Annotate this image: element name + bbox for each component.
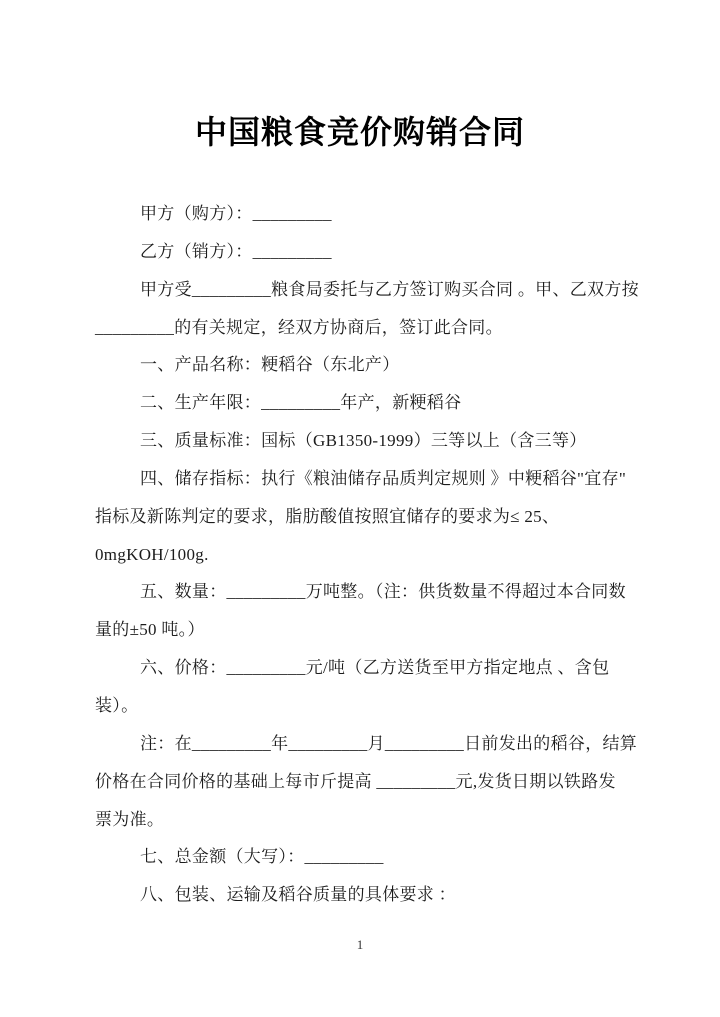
clause-8-packing: 八、包装、运输及稻谷质量的具体要求 ：: [140, 885, 456, 905]
page-title: 中国粮食竞价购销合同: [194, 114, 525, 150]
preamble-line-1: 甲方受_________粮食局委托与乙方签订购买合同 。甲、乙双方按: [140, 279, 639, 299]
party-b-line: 乙方（销方）：_________: [140, 241, 332, 261]
clause-4-storage-3: 0mgKOH/100g.: [95, 544, 209, 564]
clause-4-storage-2: 指标及新陈判定的要求，脂肪酸值按照宜储存的要求为≤ 25、: [95, 506, 560, 526]
clause-3-standard: 三、质量标准：国标（GB1350-1999）三等以上（含三等）: [140, 431, 587, 451]
clause-7-total: 七、总金额（大写）：_________: [140, 847, 384, 867]
price-note-3: 票为准。: [95, 809, 165, 829]
clause-2-year: 二、生产年限：_________年产，新粳稻谷: [140, 393, 462, 413]
clause-6-price-1: 六、价格：_________元/吨（乙方送货至甲方指定地点 、含包: [140, 658, 610, 678]
clause-5-quantity-1: 五、数量：_________万吨整。（注：供货数量不得超过本合同数: [140, 582, 626, 602]
contract-body: [95, 195, 639, 914]
clause-4-storage-1: 四、储存指标：执行《粮油储存品质判定规则 》中粳稻谷"宜存": [140, 468, 627, 488]
preamble-line-2: _________的有关规定，经双方协商后，签订此合同。: [95, 317, 503, 337]
page-number: 1: [356, 937, 364, 952]
clause-6-price-2: 装）。: [95, 695, 139, 715]
clause-5-quantity-2: 量的±50 吨。）: [95, 620, 205, 640]
party-a-line: 甲方（购方）：_________: [140, 204, 332, 223]
price-note-2: 价格在合同价格的基础上每市斤提高 _________元,发货日期以铁路发: [95, 771, 616, 791]
price-note-1: 注：在_________年_________月_________日前发出的稻谷，结算: [140, 733, 638, 753]
clause-1-product: 一、产品名称：粳稻谷（东北产）: [140, 355, 400, 375]
